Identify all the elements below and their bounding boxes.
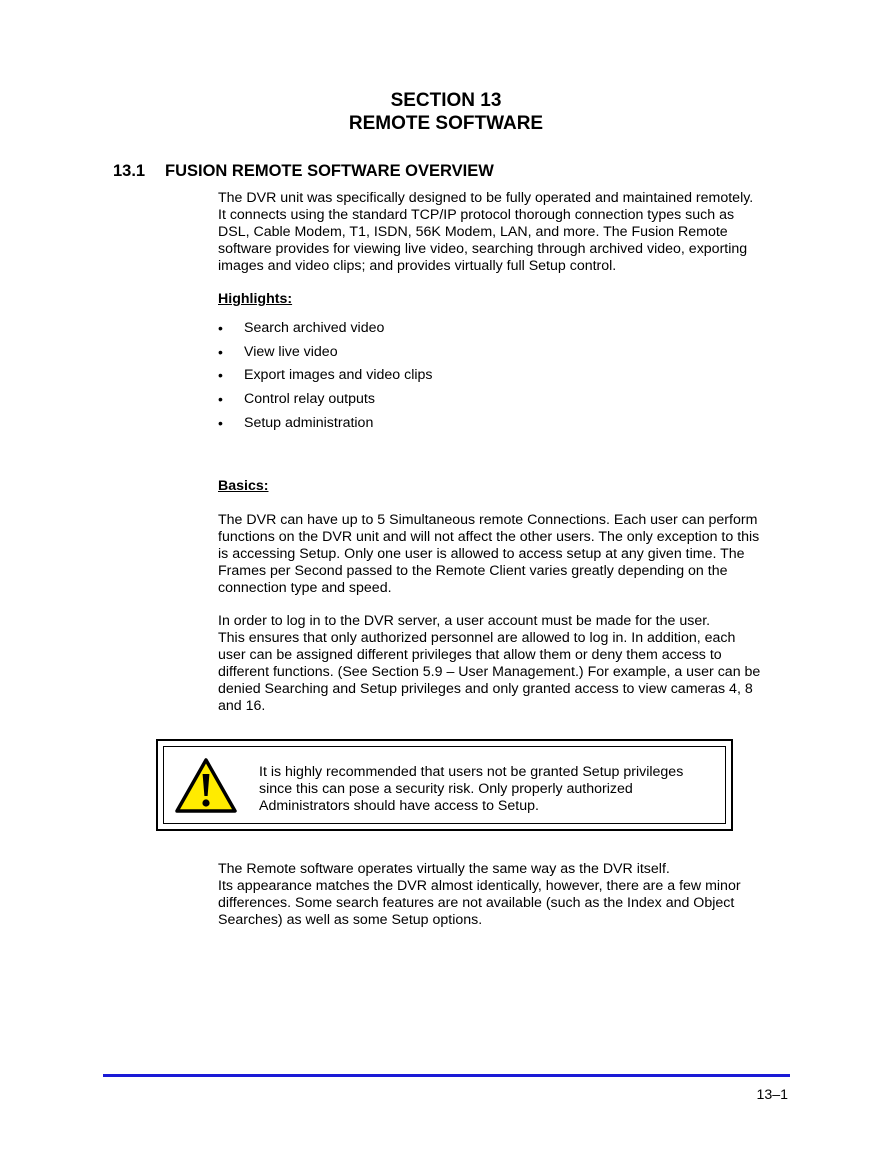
bullet-icon: • <box>218 367 223 384</box>
closing-paragraph <box>218 861 788 929</box>
title-line-2: REMOTE SOFTWARE <box>348 113 544 134</box>
basics-paragraph-1 <box>218 512 788 597</box>
warning-line: since this can pose a security risk. Only properly authorized <box>259 781 633 797</box>
warning-text <box>259 764 683 815</box>
intro-line: software provides for viewing live video, searching through archived video, exporting <box>218 241 748 257</box>
section-heading <box>113 161 494 181</box>
basics-line: Frames per Second passed to the Remote Client varies greatly depending on the <box>218 563 728 579</box>
closing-line: Searches) as well as some Setup options. <box>218 912 483 928</box>
intro-line: images and video clips; and provides virtually full Setup control. <box>218 258 617 274</box>
bullet-icon: • <box>218 414 223 431</box>
list-item-text: Setup administration <box>244 414 374 431</box>
basics-line: denied Searching and Setup privileges and only granted access to view cameras 4, 8 <box>218 681 753 697</box>
basics-line: This ensures that only authorized personnel are allowed to log in. In addition, each <box>218 630 736 646</box>
basics-line: is accessing Setup. Only one user is allowed to access setup at any given time. The <box>218 546 745 562</box>
basics-line: connection type and speed. <box>218 580 392 596</box>
page-title <box>0 89 892 135</box>
warning-box-inner <box>163 746 726 824</box>
warning-triangle-icon <box>174 757 238 815</box>
section-heading-text: FUSION REMOTE SOFTWARE OVERVIEW <box>165 162 494 180</box>
intro-line: DSL, Cable Modem, T1, ISDN, 56K Modem, LAN, and more. The Fusion Remote <box>218 224 728 240</box>
basics-line: different functions. (See Section 5.9 – User Management.) For example, a user can be <box>218 664 761 680</box>
section-number: 13.1 <box>113 162 146 180</box>
list-item-text: Export images and video clips <box>244 367 433 384</box>
list-item-text: Search archived video <box>244 320 385 336</box>
intro-line: The DVR unit was specifically designed to be fully operated and maintained remotely. <box>218 190 754 206</box>
intro-line: It connects using the standard TCP/IP protocol thorough connection types such as <box>218 207 735 223</box>
bullet-icon: • <box>218 320 223 336</box>
closing-line: Its appearance matches the DVR almost identically, however, there are a few minor <box>218 878 741 894</box>
closing-line: The Remote software operates virtually the same way as the DVR itself. <box>218 861 670 877</box>
basics-line: In order to log in to the DVR server, a user account must be made for the user. <box>218 613 711 629</box>
basics-line: user can be assigned different privileges that allow them or deny them access to <box>218 647 722 663</box>
basics-line: The DVR can have up to 5 Simultaneous remote Connections. Each user can perform <box>218 512 758 528</box>
bullet-icon: • <box>218 343 223 360</box>
warning-line: Administrators should have access to Setup. <box>259 798 539 814</box>
list-item-text: View live video <box>244 343 338 360</box>
basics-line: and 16. <box>218 698 266 714</box>
title-line-1: SECTION 13 <box>390 90 502 111</box>
bullet-icon: • <box>218 391 223 408</box>
basics-heading: Basics: <box>218 478 269 494</box>
footer-rule <box>103 1074 790 1077</box>
list-item-text: Control relay outputs <box>244 391 375 408</box>
highlights-heading: Highlights: <box>218 291 293 307</box>
warning-line: It is highly recommended that users not be granted Setup privileges <box>259 764 684 780</box>
intro-paragraph <box>218 190 788 275</box>
closing-line: differences. Some search features are not available (such as the Index and Object <box>218 895 735 911</box>
page-number: 13–1 <box>756 1087 788 1103</box>
basics-paragraph-2 <box>218 613 788 715</box>
basics-line: functions on the DVR unit and will not affect the other users. The only exception to this <box>218 529 760 545</box>
warning-box <box>156 739 733 831</box>
